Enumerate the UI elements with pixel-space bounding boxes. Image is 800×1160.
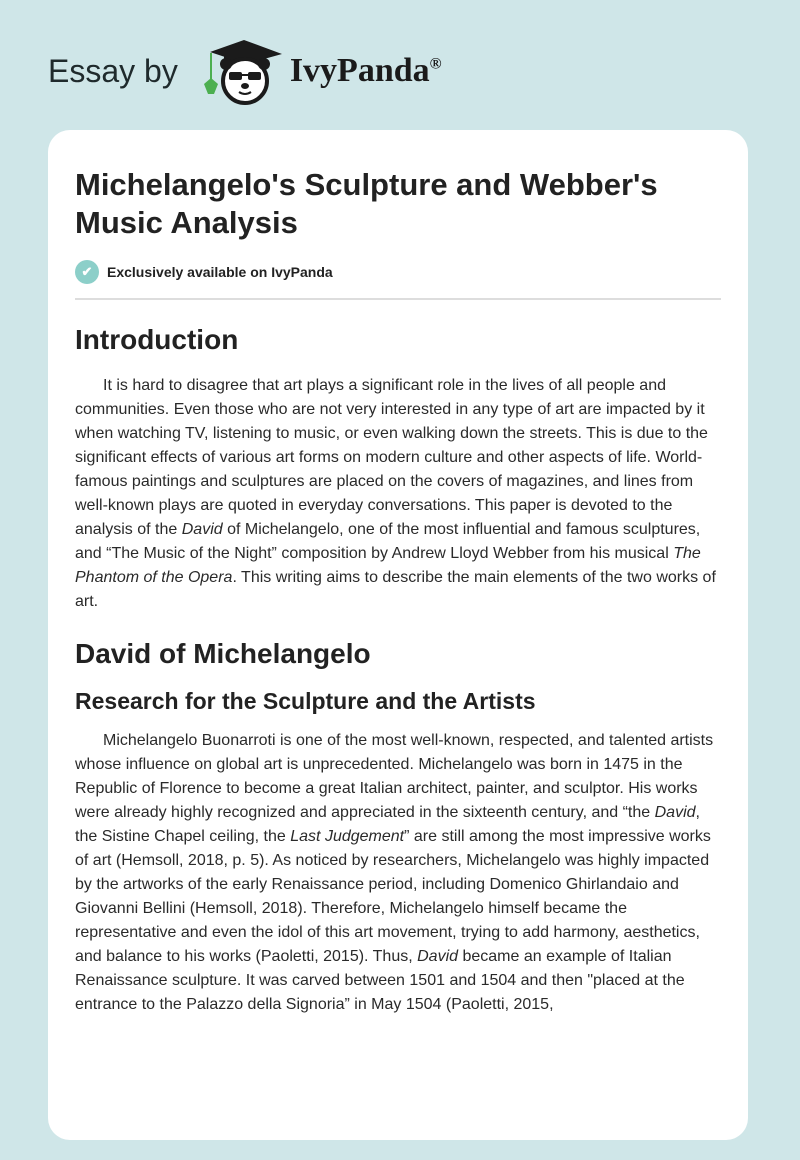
check-icon: ✔ [75, 260, 99, 284]
essay-by-label: Essay by [48, 52, 178, 89]
registered-mark: ® [429, 55, 442, 73]
paragraph: Michelangelo Buonarroti is one of the most well-known, respected, and talented artists whose influence on global art is unprecedented. Michelangelo was born in 1475 in the Republic of Florence to become a great Italian architect, painter, and sculptor. His works were already highly recognized and appreciated in the sixteenth century, and “the David, the Sistine Chapel ceiling, the Last Judgement” are still among the most impressive works of art (Hemsoll, 2018, p. 5). As noticed by researchers, Michelangelo was highly impacted by the artworks of the early Renaissance period, including Domenico Ghirlandaio and Giovanni Bellini (Hemsoll, 2018). Therefore, Michelangelo himself became the representative and even the idol of this art movement, trying to add harmony, aesthetics, and balance to his works (Paoletti, 2015). Thus, David became an example of Italian Renaissance sculpture. It was carved between 1501 and 1504 and then "placed at the entrance to the Palazzo della Signoria” in May 1504 (Paoletti, 2015, [75, 732, 714, 1013]
subsection-heading: Research for the Sculpture and the Artists [75, 688, 536, 714]
essay-title: Michelangelo's Sculpture and Webber's Music Analysis [75, 167, 658, 240]
section-heading: David of Michelangelo [75, 638, 371, 669]
exclusive-badge [75, 260, 721, 300]
site-header [48, 36, 442, 106]
brand-text: IvyPanda [289, 52, 430, 89]
brand-name[interactable] [290, 52, 442, 90]
exclusive-text: Exclusively available on IvyPanda [107, 264, 333, 280]
section-heading: Introduction [75, 324, 239, 355]
essay-card [48, 130, 748, 1140]
paragraph: It is hard to disagree that art plays a significant role in the lives of all people and communities. Even those who are not very interested in any type of art are impacted by it when watching TV, listening to music, or even walking down the streets. This is due to the significant effects of various art forms on modern culture and other aspects of life. World-famous paintings and sculptures are placed on the covers of magazines, and lines from well-known plays are quoted in everyday conversations. This paper is devoted to the analysis of the David of Michelangelo, one of the most influential and famous sculptures, and “The Music of the Night” composition by Andrew Lloyd Webber from his musical The Phantom of the Opera. This writing aims to describe the main elements of the two works of art. [75, 377, 716, 610]
panda-logo-icon[interactable] [198, 36, 284, 106]
